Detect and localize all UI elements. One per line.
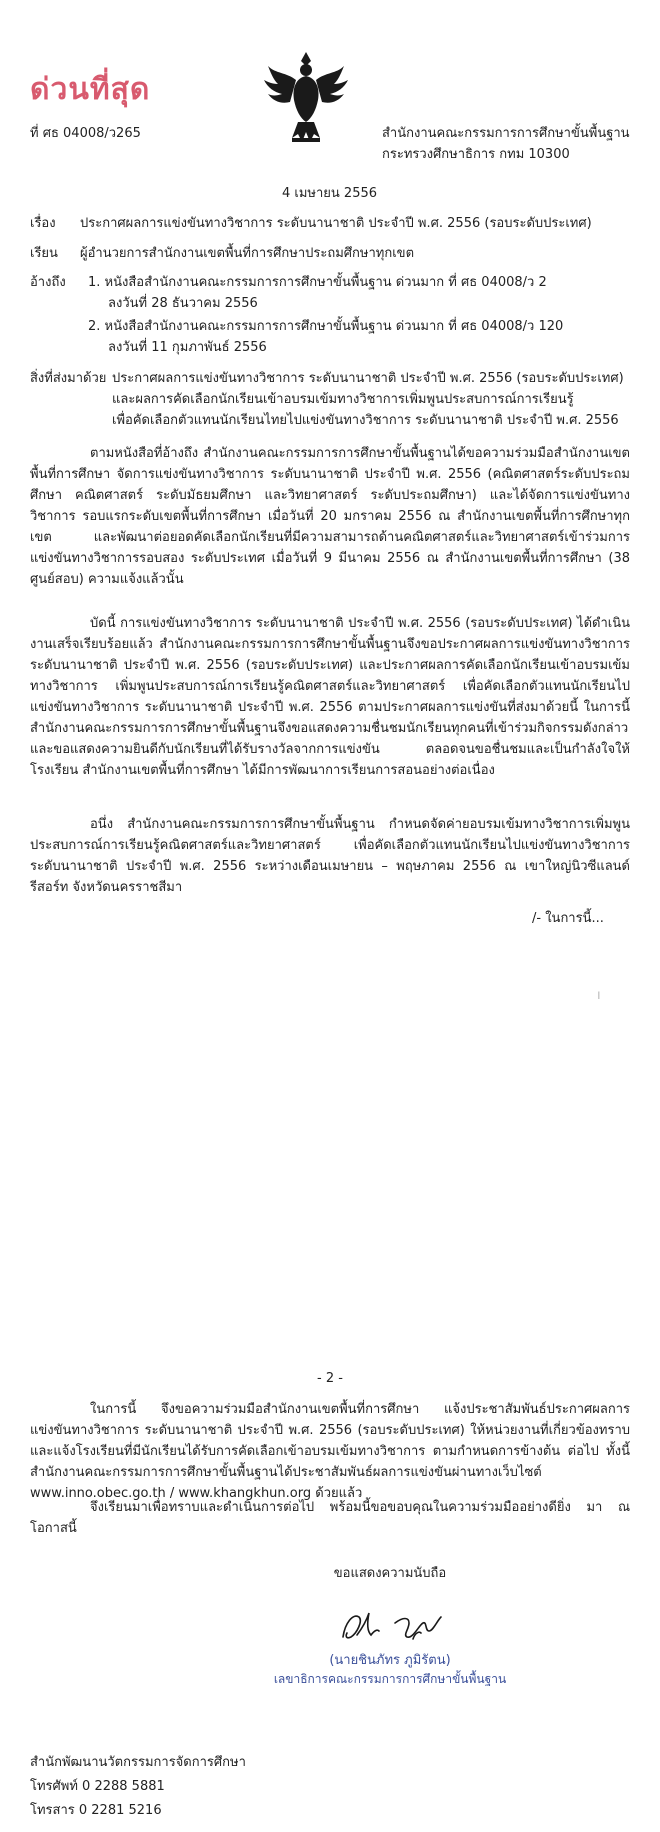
- subject-text: ประกาศผลการแข่งขันทางวิชาการ ระดับนานาชาติ ประจำปี พ.ศ. 2556 (รอบระดับประเทศ): [80, 216, 592, 231]
- signer-name: (นายชินภัทร ภูมิรัตน): [329, 1653, 451, 1668]
- office-address: กระทรวงศึกษาธิการ กทม 10300: [382, 147, 570, 162]
- letter-date: 4 เมษายน 2556: [282, 186, 378, 201]
- enclosure-line-1: ประกาศผลการแข่งขันทางวิชาการ ระดับนานาชาติ ประจำปี พ.ศ. 2556 (รอบระดับประเทศ): [112, 371, 624, 386]
- reference-2-line2: ลงวันที่ 11 กุมภาพันธ์ 2556: [108, 340, 267, 355]
- reference-label: อ้างถึง: [30, 275, 66, 290]
- recipient-label: เรียน: [30, 246, 58, 261]
- signature-image: [335, 1605, 455, 1649]
- reference-2-line1: 2. หนังสือสำนักงานคณะกรรมการการศึกษาขั้นพื้นฐาน ด่วนมาก ที่ ศธ 04008/ว 120: [88, 319, 564, 334]
- closing-salutation: ขอแสดงความนับถือ: [333, 1566, 447, 1581]
- enclosure-line-3: เพื่อคัดเลือกตัวแทนนักเรียนไทยไปแข่งขันทางวิชาการ ระดับนานาชาติ ประจำปี พ.ศ. 2556: [112, 413, 619, 428]
- urgent-stamp: ด่วนที่สุด: [30, 72, 151, 107]
- garuda-emblem-icon: [262, 48, 350, 148]
- document-number: ที่ ศธ 04008/ว265: [30, 126, 141, 141]
- body-paragraph-5: จึงเรียนมาเพื่อทราบและดำเนินการต่อไป พร้อมนี้ขอขอบคุณในความร่วมมืออย่างดียิ่ง มา ณ โอกาสนี้: [30, 1500, 630, 1536]
- body-paragraph-3: อนึ่ง สำนักงานคณะกรรมการการศึกษาขั้นพื้นฐาน กำหนดจัดค่ายอบรมเข้มทางวิชาการเพิ่มพูนประสบการณ์การเรียนรู้คณิตศาสตร์และวิทยาศาสตร์ เพื่อคัดเลือกตัวแทนนักเรียนไปแข่งขันทางวิชาการ ระดับนานาชาติ ประจำปี พ.ศ. 2556 ระหว่างเดือนเมษายน – พฤษภาคม 2556 ณ เขาใหญ่นิวซีแลนด์ รีสอร์ท จังหวัดนครราชสีมา: [30, 817, 630, 895]
- body-paragraph-1: ตามหนังสือที่อ้างถึง สำนักงานคณะกรรมการการศึกษาขั้นพื้นฐานได้ขอความร่วมมือสำนักงานเขตพื้นที่การศึกษา จัดการแข่งขันทางวิชาการ ระดับนานาชาติ ประจำปี พ.ศ. 2556 (คณิตศาสตร์ระดับประถมศึกษา คณิตศาสตร์ ระดับมัธยมศึกษา และวิทยาศาสตร์ ระดับประถมศึกษา) และได้จัดการแข่งขันทางวิชาการ รอบแรกระดับเขตพื้นที่การศึกษา เมื่อวันที่ 20 มกราคม 2556 ณ สำนักงานเขตพื้นที่การศึกษาทุกเขต และพัฒนาต่อยอดคัดเลือกนักเรียนที่มีความสามารถด้านคณิตศาสตร์และวิทยาศาสตร์เข้าร่วมการแข่งขันทางวิชาการรอบสอง ระดับประเทศ เมื่อวันที่ 9 มีนาคม 2556 ณ สำนักงานเขตพื้นที่การศึกษา (38 ศูนย์สอบ) ความแจ้งแล้วนั้น: [30, 446, 630, 587]
- body-paragraph-2: บัดนี้ การแข่งขันทางวิชาการ ระดับนานาชาติ ประจำปี พ.ศ. 2556 (รอบระดับประเทศ) ได้ดำเนินงานเสร็จเรียบร้อยแล้ว สำนักงานคณะกรรมการการศึกษาขั้นพื้นฐานจึงขอประกาศผลการแข่งขันทางวิชาการ ระดับนานาชาติ ประจำปี พ.ศ. 2556 (รอบระดับประเทศ) และประกาศผลการคัดเลือกนักเรียนเข้าอบรมเข้มทางวิชาการ เพิ่มพูนประสบการณ์การเรียนรู้คณิตศาสตร์และวิทยาศาสตร์ เพื่อคัดเลือกตัวแทนนักเรียนไปแข่งขันทางวิชาการ ระดับนานาชาติ ประจำปี พ.ศ. 2556 ตามประกาศผลการแข่งขันที่ส่งมาด้วยนี้ ในการนี้ สำนักงานคณะกรรมการการศึกษาขั้นพื้นฐานจึงขอแสดงความชื่นชมนักเรียนทุกคนที่เข้าร่วมกิจกรรมดังกล่าว และขอแสดงความยินดีกับนักเรียนที่ได้รับรางวัลจากการแข่งขัน ตลอดจนขอชื่นชมและเป็นกำลังใจให้โรงเรียน สำนักงานเขตพื้นที่การศึกษา ได้มีการพัฒนาการเรียนการสอนอย่างต่อเนื่อง: [30, 616, 630, 778]
- subject-label: เรื่อง: [30, 216, 56, 231]
- footer-fax: โทรสาร 0 2281 5216: [30, 1803, 162, 1818]
- office-name: สำนักงานคณะกรรมการการศึกษาขั้นพื้นฐาน: [382, 126, 630, 141]
- footer-office: สำนักพัฒนานวัตกรรมการจัดการศึกษา: [30, 1755, 246, 1770]
- recipient-text: ผู้อำนวยการสำนักงานเขตพื้นที่การศึกษาประถมศึกษาทุกเขต: [80, 246, 415, 261]
- enclosure-line-2: และผลการคัดเลือกนักเรียนเข้าอบรมเข้มทางวิชาการเพิ่มพูนประสบการณ์การเรียนรู้: [112, 392, 574, 407]
- continuation-note: /- ในการนี้...: [532, 911, 604, 926]
- footer-phone: โทรศัพท์ 0 2288 5881: [30, 1779, 165, 1794]
- page-number: - 2 -: [317, 1371, 343, 1386]
- body-paragraph-4: ในการนี้ จึงขอความร่วมมือสำนักงานเขตพื้นที่การศึกษา แจ้งประชาสัมพันธ์ประกาศผลการแข่งขันทางวิชาการ ระดับนานาชาติ ประจำปี พ.ศ. 2556 (รอบระดับประเทศ) ให้หน่วยงานที่เกี่ยวข้องทราบ และแจ้งโรงเรียนที่มีนักเรียนได้รับการคัดเลือกเข้าอบรมเข้มทางวิชาการ ตามกำหนดการข้างต้น ต่อไป ทั้งนี้ สำนักงานคณะกรรมการการศึกษาขั้นพื้นฐานได้ประชาสัมพันธ์ผลการแข่งขันผ่านทางเว็บไซต์ www.inno.obec.go.th / www.khangkhun.org ด้วยแล้ว: [30, 1402, 630, 1501]
- reference-1-line2: ลงวันที่ 28 ธันวาคม 2556: [108, 296, 258, 311]
- reference-1-line1: 1. หนังสือสำนักงานคณะกรรมการการศึกษาขั้นพื้นฐาน ด่วนมาก ที่ ศธ 04008/ว 2: [88, 275, 547, 290]
- enclosure-label: สิ่งที่ส่งมาด้วย: [30, 371, 107, 386]
- stray-mark: ı: [597, 988, 601, 1003]
- signer-title: เลขาธิการคณะกรรมการการศึกษาขั้นพื้นฐาน: [273, 1672, 507, 1686]
